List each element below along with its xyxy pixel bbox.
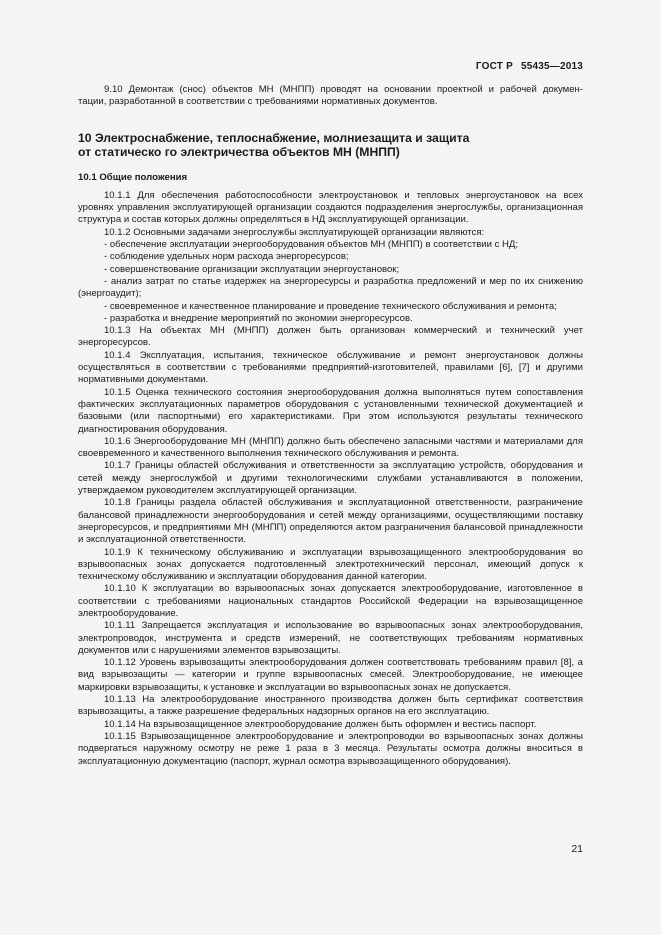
intro-line-1: 9.10 Демонтаж (снос) объектов МН (МНПП) проводят на основании проектной и рабочей докумен- — [104, 84, 583, 95]
standard-number: 55435—2013 — [520, 61, 583, 72]
paragraph: 10.1.10 К эксплуатации во взрывоопасных зонах допускается электрооборудование, изготовленное в соответствии с требованиями национальных стандартов Российской Федерации на взрывозащищенное электрооборудование. — [78, 583, 583, 619]
document-header — [476, 61, 583, 72]
list-item: - обеспечение эксплуатации энергооборудования объектов МН (МНПП) в соответствии с НД; — [104, 239, 519, 251]
list-item: - совершенствование организации эксплуатации энергоустановок; — [104, 263, 400, 275]
section-title-line-1: 10 Электроснабжение, теплоснабжение, молниезащита и защита — [78, 130, 470, 145]
list-item: - анализ затрат по статье издержек на энергоресурсы и разработка предложений и мер по их снижению (энергоаудит); — [78, 275, 583, 300]
paragraph: 10.1.12 Уровень взрывозащиты электрооборудования должен соответствовать требованиям правил [8], а вид взрывозащиты — категории и группе взрывоопасных смесей. Электрооборудование, не имеющее маркировки взрывозащиты, к установке и эксплуатации во взрывоопасных зонах не допускается. — [78, 657, 583, 693]
document-body — [78, 84, 583, 768]
paragraph: 10.1.8 Границы раздела областей обслуживания и эксплуатационной ответственности, разграничение балансовой принадлежности энергооборудования и сетей между организациями, осуществляющими поставку энергоресурсов, и предприятиями МН (МНПП) определяются актом разграничения балансовой принадлежности и эксплуатационной ответственности. — [78, 497, 583, 546]
paragraph: 10.1.2 Основными задачами энергослужбы эксплуатирующей организации являются: — [104, 226, 485, 238]
list-item: - своевременное и качественное планирование и проведение технического обслуживания и ремонта; — [104, 300, 557, 312]
page-number: 21 — [571, 843, 583, 855]
list-item: - соблюдение удельных норм расхода энергоресурсов; — [104, 251, 349, 263]
subsection-heading: 10.1 Общие положения — [78, 171, 188, 183]
paragraph: 10.1.11 Запрещается эксплуатация и использование во взрывоопасных зонах электрооборудования, электропроводок, инструмента и средств измерений, не соответствующих требованиям нормативных документов или с нарушениями элементов взрывозащиты. — [78, 620, 583, 656]
list-item: - разработка и внедрение мероприятий по экономии энергоресурсов. — [104, 312, 413, 324]
paragraph: 10.1.13 На электрооборудование иностранного производства должен быть сертификат соответствия взрывозащиты, а также разрешение федеральных надзорных органов на его эксплуатацию. — [78, 694, 583, 718]
paragraph: 10.1.14 На взрывозащищенное электрооборудование должен быть оформлен и вестись паспорт. — [104, 718, 537, 730]
intro-line-2: тации, разработанной в соответствии с требованиями нормативных документов. — [78, 96, 438, 108]
paragraph-list — [78, 190, 583, 768]
paragraph: 10.1.6 Энергооборудование МН (МНПП) должно быть обеспечено запасными частями и материалами для своевременного и качественного выполнения технического обслуживания и ремонта. — [78, 435, 583, 460]
paragraph: 10.1.5 Оценка технического состояния энергооборудования должна выполняться путем сопоставления фактических эксплуатационных параметров оборудования с установленными технической документацией и базовыми (или паспортными) его характеристиками. При этом используются результаты технического диагностирования оборудования. — [78, 386, 583, 435]
section-title-line-2: от статическо го электричества объектов МН (МНПП) — [78, 144, 400, 159]
paragraph: 10.1.4 Эксплуатация, испытания, техническое обслуживание и ремонт энергоустановок должны осуществляться в соответствии с требованиями предприятий-изготовителей, правилами [6], [7] и другими нормативными документами. — [78, 349, 583, 386]
paragraph: 10.1.7 Границы областей обслуживания и ответственности за эксплуатацию устройств, оборудования и сетей между энергослужбой и другими технологическими службами устанавливаются в положении, утверждаемом руководителем эксплуатирующей организации. — [78, 460, 583, 497]
paragraph: 10.1.9 К техническому обслуживанию и эксплуатации взрывозащищенного электрооборудования во взрывоопасных зонах допускается подготовленный электротехнический персонал, имеющий допуск к техническому обслуживанию и эксплуатации оборудования данной категории. — [78, 546, 583, 583]
paragraph: 10.1.3 На объектах МН (МНПП) должен быть организован коммерческий и технический учет энергоресурсов. — [78, 325, 583, 349]
paragraph: 10.1.1 Для обеспечения работоспособности электроустановок и тепловых энергоустановок на всех уровнях управления эксплуатирующей организации создаются подразделения энергослужбы, организационная структура и состав которых должны определяться в НД эксплуатирующей организации. — [78, 189, 583, 226]
section-heading — [78, 131, 583, 159]
standard-label: ГОСТ Р — [475, 61, 513, 72]
paragraph: 10.1.15 Взрывозащищенное электрооборудование и электропроводки во взрывоопасных зонах должны подвергаться наружному осмотру не реже 1 раза в 3 месяца. Результаты осмотра должны вноситься в эксплуатационную документацию (паспорт, журнал осмотра взрывозащищенного оборудования). — [78, 730, 583, 767]
